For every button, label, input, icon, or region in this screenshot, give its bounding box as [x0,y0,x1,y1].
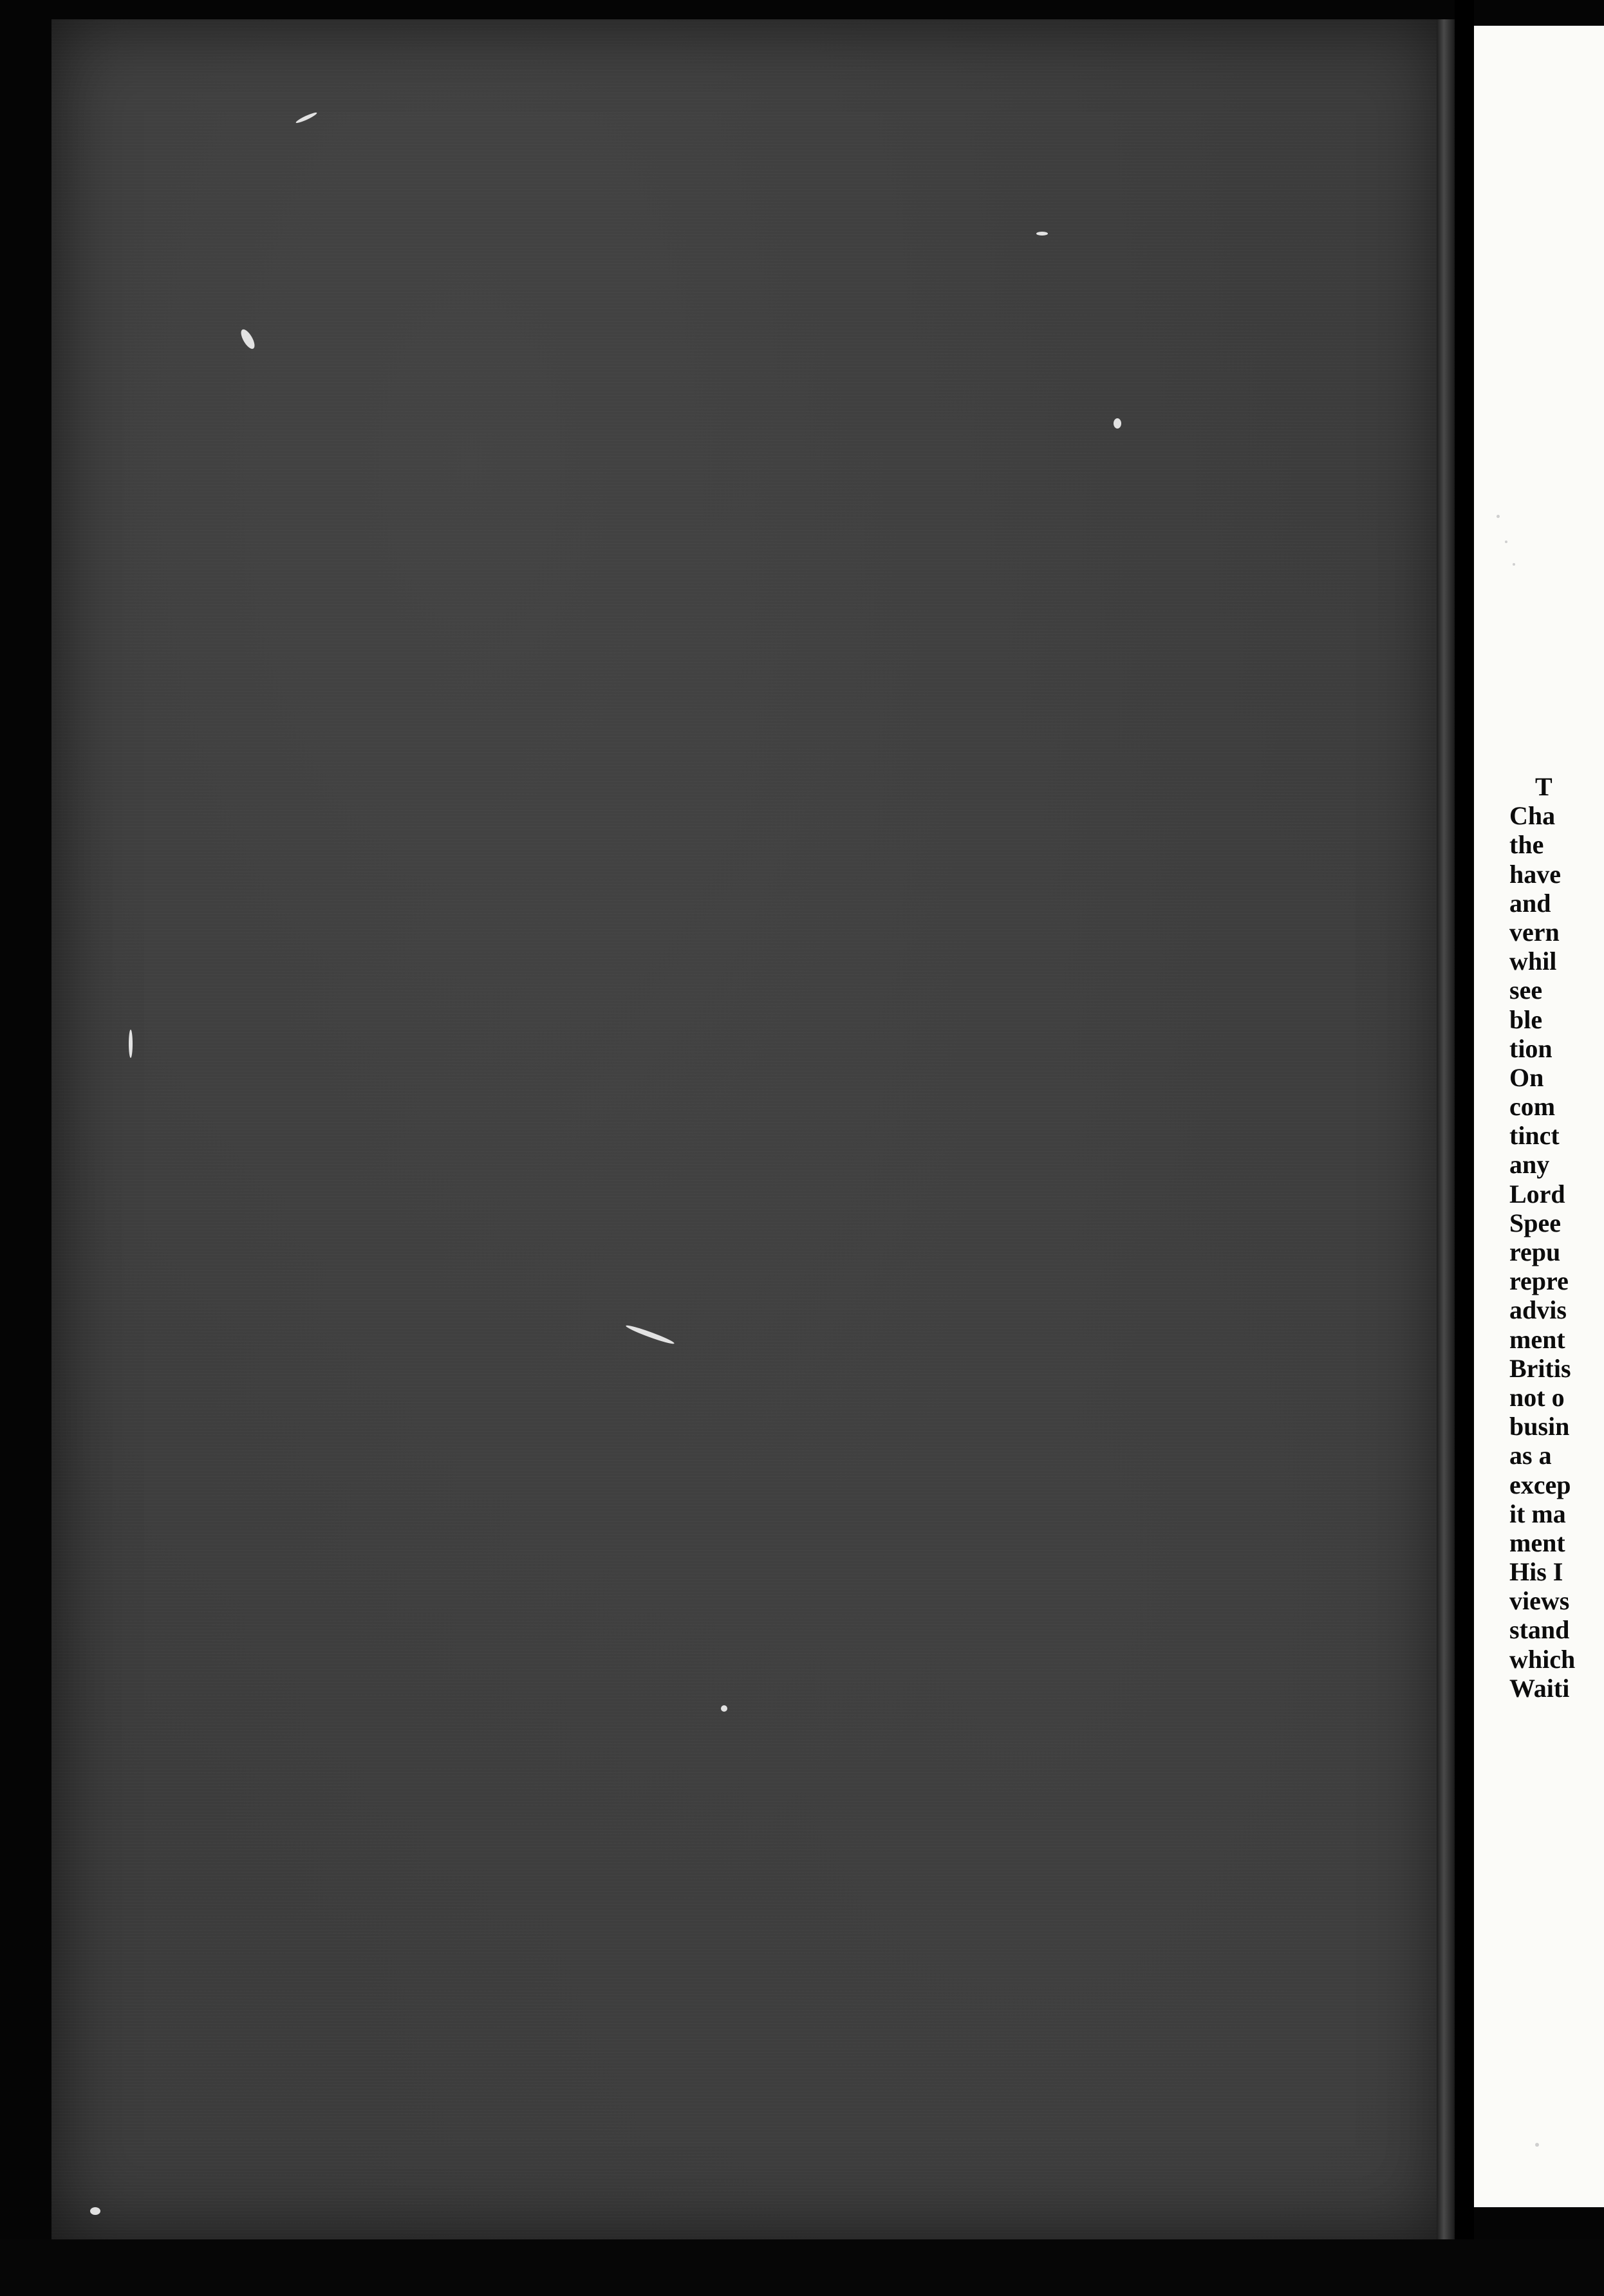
text-line: views [1509,1586,1570,1616]
text-line: tion [1509,1033,1553,1063]
text-line: see [1509,976,1543,1005]
text-line: as a [1509,1441,1552,1470]
text-line: His I [1509,1557,1563,1587]
cover-scratch [129,1030,133,1058]
text-line: which [1509,1644,1576,1674]
text-line: advis [1509,1295,1567,1325]
text-line: repre [1509,1266,1569,1296]
paper-speck [1535,2143,1539,2147]
text-line: excep [1509,1470,1571,1499]
book-cover [51,19,1448,2239]
scanner-bottom-edge [0,2239,1604,2296]
cover-board-edge [1437,19,1455,2239]
paper-speck [1513,563,1515,566]
text-line: Lord [1509,1179,1565,1208]
text-line: Spee [1509,1208,1561,1237]
cover-scratch [90,2207,100,2215]
text-line: tinct [1509,1121,1560,1151]
book-gutter [1455,0,1474,2296]
paper-speck [1497,515,1500,518]
text-line: ment [1509,1528,1565,1557]
text-line: any [1509,1150,1550,1180]
cover-scratch [295,111,317,125]
text-line: com [1509,1092,1556,1122]
text-line: whil [1509,947,1557,976]
text-line: and [1509,888,1551,918]
cover-scratch [238,328,257,351]
text-line: busin [1509,1412,1570,1441]
text-line: Britis [1509,1353,1571,1383]
text-line: Cha [1509,801,1556,831]
text-line: stand [1509,1615,1570,1645]
cover-scratch [625,1324,675,1346]
text-line: the [1509,830,1544,860]
text-line: it ma [1509,1499,1566,1528]
text-line: T [1535,772,1553,801]
cover-scratch [721,1705,727,1712]
text-line: Waiti [1509,1673,1570,1703]
text-line: have [1509,859,1561,889]
cover-scratch [1114,418,1121,429]
text-line: vern [1509,917,1560,947]
text-line: repu [1509,1237,1561,1266]
text-column [1509,772,1575,1703]
cover-scratch [1036,232,1048,236]
text-line: ble [1509,1004,1543,1034]
paper-speck [1505,541,1507,543]
text-line: ment [1509,1324,1565,1354]
text-page [1474,26,1604,2207]
text-line: On [1509,1062,1544,1092]
text-line: not o [1509,1382,1565,1412]
